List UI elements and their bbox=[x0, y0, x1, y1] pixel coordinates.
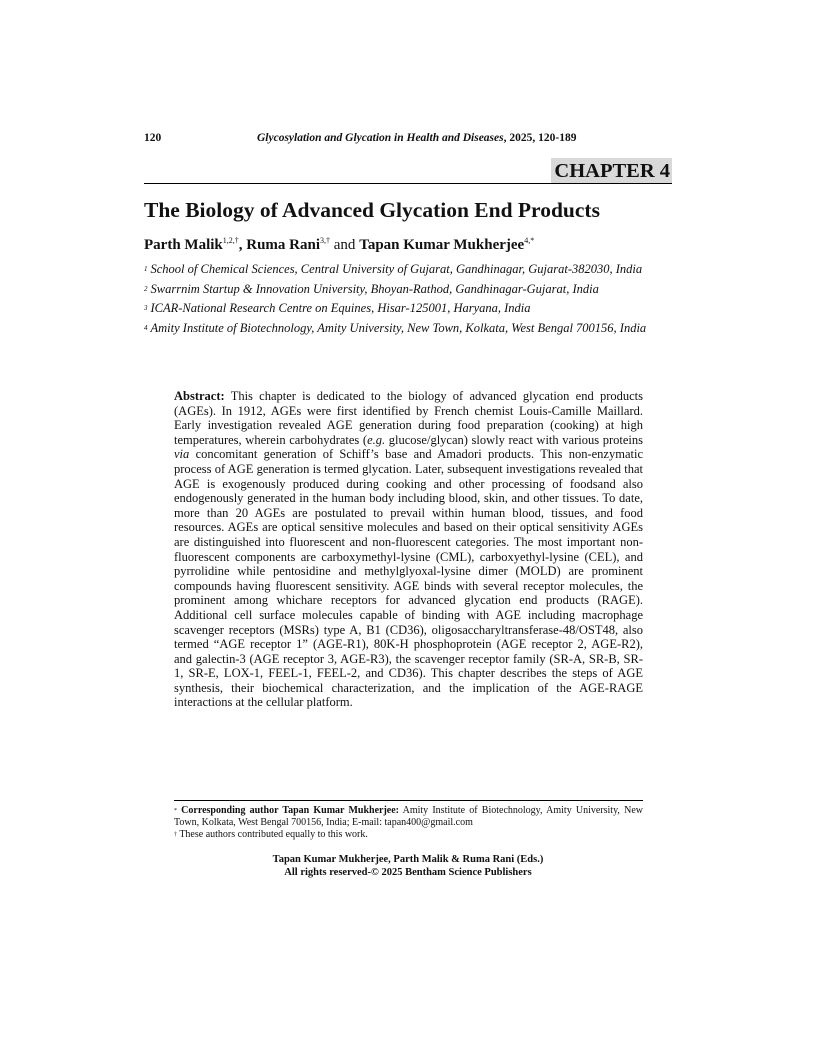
author-name: Ruma Rani bbox=[246, 237, 321, 253]
affiliation bbox=[144, 282, 672, 298]
corresponding-author-note bbox=[174, 805, 643, 829]
chapter-divider bbox=[144, 183, 672, 184]
affiliation-text: School of Chemical Sciences, Central University of Gujarat, Gandhinagar, Gujarat-382030, India bbox=[150, 262, 643, 276]
editors-line: Tapan Kumar Mukherjee, Parth Malik & Ruma Rani (Eds.) bbox=[272, 854, 544, 865]
author-affiliation-marker: 4,* bbox=[524, 236, 535, 245]
affiliation-number: 3 bbox=[144, 304, 148, 312]
corresponding-author-label: Corresponding author Tapan Kumar Mukherjee: bbox=[181, 805, 399, 816]
chapter-title: The Biology of Advanced Glycation End Products bbox=[144, 198, 600, 222]
affiliation-text: Amity Institute of Biotechnology, Amity University, New Town, Kolkata, West Bengal 700156, India bbox=[150, 320, 647, 335]
abstract-text: This chapter is dedicated to the biology of advanced glycation end products (AGEs). In 1912, AGEs were first identified by French chemist Louis-Camille Maillard. Early investigation revealed AGE generation during food preparation (cooking) at high temperatures, wherein carbohydrates ( bbox=[174, 389, 643, 447]
footnote-marker: † bbox=[174, 832, 177, 838]
author-name: Parth Malik bbox=[144, 237, 223, 253]
affiliation bbox=[144, 301, 672, 317]
affiliation-list bbox=[144, 262, 672, 340]
page-number: 120 bbox=[144, 132, 162, 144]
abstract bbox=[174, 389, 643, 710]
affiliation-text: Swarrnim Startup & Innovation University, Bhoyan-Rathod, Gandhinagar-Gujarat, India bbox=[150, 281, 599, 296]
corresponding-author-details: Amity Institute of Biotechnology, Amity University, New Town, Kolkata, West Bengal 700156, India; E-mail: tapan400@gmail.com bbox=[174, 805, 643, 828]
footnote-marker: * bbox=[174, 808, 177, 814]
journal-title: Glycosylation and Glycation in Health and Diseases bbox=[257, 132, 504, 144]
publisher-info bbox=[144, 854, 672, 879]
author-affiliation-marker: 3,† bbox=[320, 236, 331, 245]
abstract-text: glucose/glycan) slowly react with various proteins bbox=[385, 432, 643, 447]
author-separator: and bbox=[330, 237, 360, 253]
affiliation bbox=[144, 321, 672, 337]
abstract-eg: e.g. bbox=[367, 432, 386, 447]
equal-contribution-text: These authors contributed equally to this work. bbox=[177, 829, 368, 840]
abstract-label: Abstract: bbox=[174, 389, 225, 403]
footnote-divider bbox=[174, 800, 643, 801]
abstract-via: via bbox=[174, 447, 190, 462]
affiliation-text: ICAR-National Research Centre on Equines, Hisar-125001, Haryana, India bbox=[150, 301, 531, 315]
affiliation-number: 2 bbox=[144, 284, 148, 293]
journal-volume: , 2025, 120-189 bbox=[503, 132, 577, 144]
chapter-label: CHAPTER 4 bbox=[551, 158, 672, 183]
copyright-line: All rights reserved-© 2025 Bentham Science Publishers bbox=[284, 866, 532, 878]
affiliation-number: 1 bbox=[144, 265, 148, 273]
author-list bbox=[144, 237, 534, 254]
footnotes bbox=[174, 805, 643, 841]
affiliation bbox=[144, 262, 672, 278]
author-separator: , bbox=[238, 237, 247, 253]
equal-contribution-note bbox=[174, 829, 643, 841]
author-affiliation-marker: 1,2,† bbox=[222, 236, 239, 245]
journal-citation bbox=[257, 132, 576, 144]
abstract-text: concomitant generation of Schiff’s base and Amadori products. This non-enzymatic process of AGE generation is termed glycation. Later, subsequent investigations revealed that AGE is exogenously produced during cooking and other processing of foodsand also endogenously generated in the human body including blood, skin, and other tissues. To date, more than 20 AGEs are postulated to prevail within human blood, tissues, and food resources. AGEs are optical sensitive molecules and based on their optical sensitivity AGEs are distinguished into fluorescent and non-fluorescent categories. The most important non-fluorescent components are carboxymethyl-lysine (CML), carboxyethyl-lysine (CEL), and pyrrolidine while pentosidine and methylglyoxal-lysine dimer (MOLD) are prominent compounds having fluorescent sensitivity. AGE binds with several receptor molecules, the prominent among whichare receptors for advanced glycation end products (RAGE). Additional cell surface molecules capable of binding with AGE including macrophage scavenger receptors (MSRs) type A, B1 (CD36), oligosaccharyltransferase-48/OST48, also termed “AGE receptor 1” (AGE-R1), 80K-H phosphoprotein (AGE receptor 2, AGE-R2), and galectin-3 (AGE receptor 3, AGE-R3), the scavenger receptor family (SR-A, SR-B, SR-1, SR-E, LOX-1, FEEL-1, FEEL-2, and CD36). This chapter describes the steps of AGE synthesis, their biochemical characterization, and the implication of the AGE-RAGE interactions at the cellular platform. bbox=[174, 447, 643, 710]
affiliation-number: 4 bbox=[144, 323, 148, 332]
author-name: Tapan Kumar Mukherjee bbox=[359, 237, 525, 253]
